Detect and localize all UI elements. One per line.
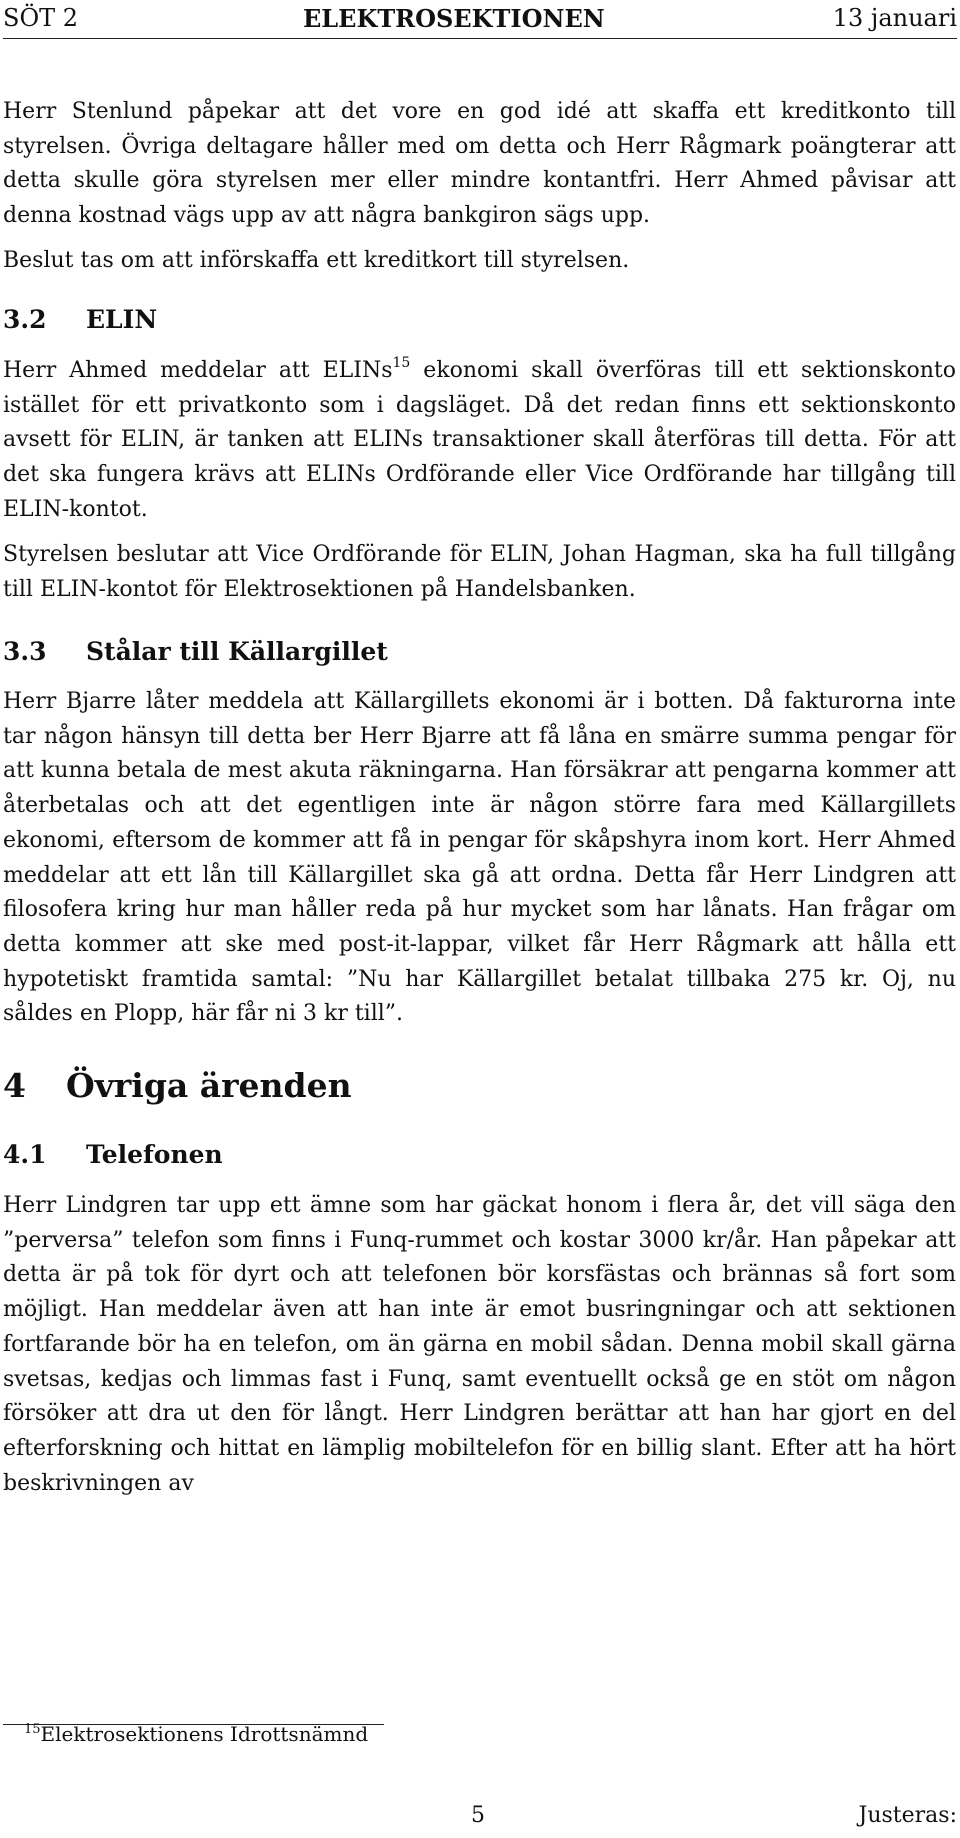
section-number: 4 <box>3 1066 26 1105</box>
telefonen-paragraph: Herr Lindgren tar upp ett ämne som har gäckat honom i flera år, det vill säga den ”perversa” telefon som finns i Funq-rummet och kostar 3000 kr/år. Han påpekar att detta är på tok för dyrt och att telefonen bör korsfästas och brännas så fort som möjligt. Han meddelar även att han inte är emot busringningar och att sektionen fortfarande bör ha en telefon, om än gärna en mobil sådan. Denna mobil skall gärna svetsas, kedjas och limmas fast i Funq, samt eventuellt också ge en stöt om någon försöker att dra ut den för långt. Herr Lindgren berättar att han har gjort en del efterforskning och hittat en lämplig mobiltelefon för en billig slant. Efter att ha hört beskrivningen av <box>3 1193 956 1496</box>
running-header <box>3 2 957 39</box>
section-4-heading <box>3 1066 352 1105</box>
elin-text-start: Herr Ahmed meddelar att ELINs <box>3 358 393 383</box>
section-number: 3.3 <box>3 637 47 666</box>
section-title: Stålar till Källargillet <box>86 637 388 666</box>
footnote <box>24 1722 368 1746</box>
intro-paragraph: Herr Stenlund påpekar att det vore en god idé att skaffa ett kreditkonto till styrelsen. Övriga deltagare håller med om detta och Herr Rågmark poängterar att detta skulle göra styrelsen mer eller mindre kontantfri. Herr Ahmed påvisar att denna kostnad vägs upp av att några bankgiron sägs upp. <box>3 99 956 229</box>
header-date: 13 januari <box>832 4 957 32</box>
elin-decision: Styrelsen beslutar att Vice Ordförande för ELIN, Johan Hagman, ska ha full tillgång till ELIN-kontot för Elektrosektionen på Handelsbanken. <box>3 542 956 602</box>
section-title: Telefonen <box>86 1140 223 1169</box>
footnote-text: Elektrosektionens Idrottsnämnd <box>40 1722 369 1746</box>
page-number: 5 <box>471 1803 485 1828</box>
section-3-2-heading <box>3 305 157 334</box>
elin-text-rest: ekonomi skall överföras till ett sektionskonto istället för ett privatkonto som i dagsläget. Då det redan finns ett sektionskonto avsett för ELIN, är tanken att ELINs transaktioner skall återföras till detta. För att det ska fungera krävs att ELINs Ordförande eller Vice Ordförande har tillgång till ELIN-kontot. <box>3 358 956 522</box>
section-title: ELIN <box>86 305 158 334</box>
footnote-mark: 15 <box>392 355 411 371</box>
justeras-label: Justeras: <box>858 1803 957 1828</box>
kallargillet-paragraph: Herr Bjarre låter meddela att Källargillets ekonomi är i botten. Då fakturorna inte tar någon hänsyn till detta ber Herr Bjarre att få låna en smärre summa pengar för att kunna betala de mest akuta räkningarna. Han försäkrar att pengarna kommer att återbetalas och att det egentligen inte är någon större fara med Källargillets ekonomi, eftersom de kommer att få in pengar för skåpshyra inom kort. Herr Ahmed meddelar att ett lån till Källargillet ska gå att ordna. Detta får Herr Lindgren att filosofera kring hur man håller reda på hur mycket som har lånats. Han frågar om detta kommer att ske med post-it-lappar, vilket får Herr Rågmark att hålla ett hypotetiskt framtida samtal: ”Nu har Källargillet betalat tillbaka 275 kr. Oj, nu såldes en Plopp, här får ni 3 kr till”. <box>3 689 956 1027</box>
elin-paragraph <box>3 354 956 528</box>
section-4-1-heading <box>3 1140 223 1169</box>
section-3-3-heading <box>3 637 388 666</box>
section-title: Övriga ärenden <box>66 1066 352 1105</box>
footnote-number: 15 <box>24 1722 41 1737</box>
header-title: ELEKTROSEKTIONEN <box>303 4 605 33</box>
section-number: 4.1 <box>3 1140 47 1169</box>
intro-decision: Beslut tas om att införskaffa ett kreditkort till styrelsen. <box>3 248 630 273</box>
section-number: 3.2 <box>3 305 47 334</box>
header-left: SÖT 2 <box>3 4 79 32</box>
